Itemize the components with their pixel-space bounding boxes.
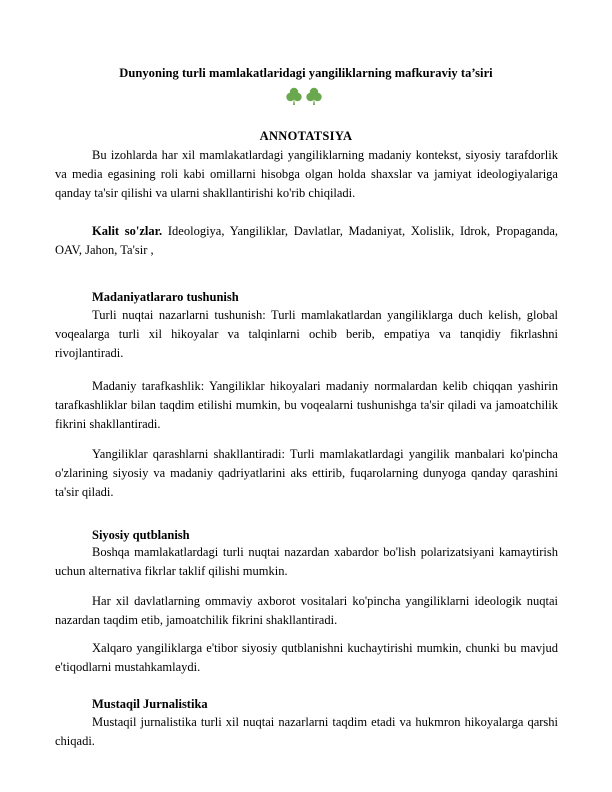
section-heading: Mustaqil Jurnalistika xyxy=(92,697,208,711)
section-paragraph: Xalqaro yangiliklarga e'tibor siyosiy qutblanishni kuchaytirishi mumkin, chunki bu mavjud e'tiqodlarni mustahkamlaydi. xyxy=(55,641,558,674)
section-paragraph: Yangiliklar qarashlarni shakllantiradi: Turli mamlakatlardagi yangilik manbalari ko'pincha o'zlarining siyosiy va madaniy qadriyatlarini aks ettirib, fuqarolarning dunyoga qanday qarashini ta'sir qiladi. xyxy=(55,447,558,499)
keywords-paragraph xyxy=(55,222,558,260)
section-heading: Siyosiy qutblanish xyxy=(92,528,190,542)
keywords-label: Kalit so'zlar. xyxy=(92,224,163,238)
annotation-heading: ANNOTATSIYA xyxy=(259,129,353,143)
section-heading: Madaniyatlararo tushunish xyxy=(92,290,239,304)
section-paragraph: Har xil davlatlarning ommaviy axborot vositalari ko'pincha yangiliklarni ideologik nuqtai nazardan taqdim etib, jamoatchilik fikrini shakllantiradi. xyxy=(55,594,558,627)
annotation-text: Bu izohlarda har xil mamlakatlardagi yangiliklarning madaniy kontekst, siyosiy tarafdorlik va media egasining roli kabi omillarni hisobga olgan holda shaxslar va jamiyat ideologiyalariga qanday ta'sir qilishi va ularni shakllantirishi ko'rib chiqiladi. xyxy=(55,148,558,200)
section-paragraph: Mustaqil jurnalistika turli xil nuqtai nazarlarni taqdim etadi va hukmron hikoyalarga qarshi chiqadi. xyxy=(55,715,558,748)
section-paragraph: Madaniy tarafkashlik: Yangiliklar hikoyalari madaniy normalardan kelib chiqqan yashirin tarafkashliklar bilan taqdim etilishi mumkin, bu voqealarni tushunishga ta'sir qiladi va jamoatchilik fikrini shakllantiradi. xyxy=(55,379,558,431)
keywords-list: Ideologiya, Yangiliklar, Davlatlar, Madaniyat, Xolislik, Idrok, Propaganda, OAV, Jahon, Ta'sir , xyxy=(55,224,559,257)
section-paragraph: Boshqa mamlakatlardagi turli nuqtai nazardan xabardor bo'lish polarizatsiyani kamaytirish uchun alternativa fikrlar taklif qilishi mumkin. xyxy=(55,545,558,578)
document-title: Dunyoning turli mamlakatlaridagi yangiliklarning mafkuraviy ta’siri xyxy=(119,66,493,80)
section-paragraph: Turli nuqtai nazarlarni tushunish: Turli mamlakatlardan yangiliklarga duch kelish, global voqealarga turli xil hikoyalar va talqinlarni ochib berib, empatiya va tanqidiy fikrlashni rivojlantiradi. xyxy=(55,308,558,360)
shamrock-pair-icon xyxy=(286,84,326,106)
